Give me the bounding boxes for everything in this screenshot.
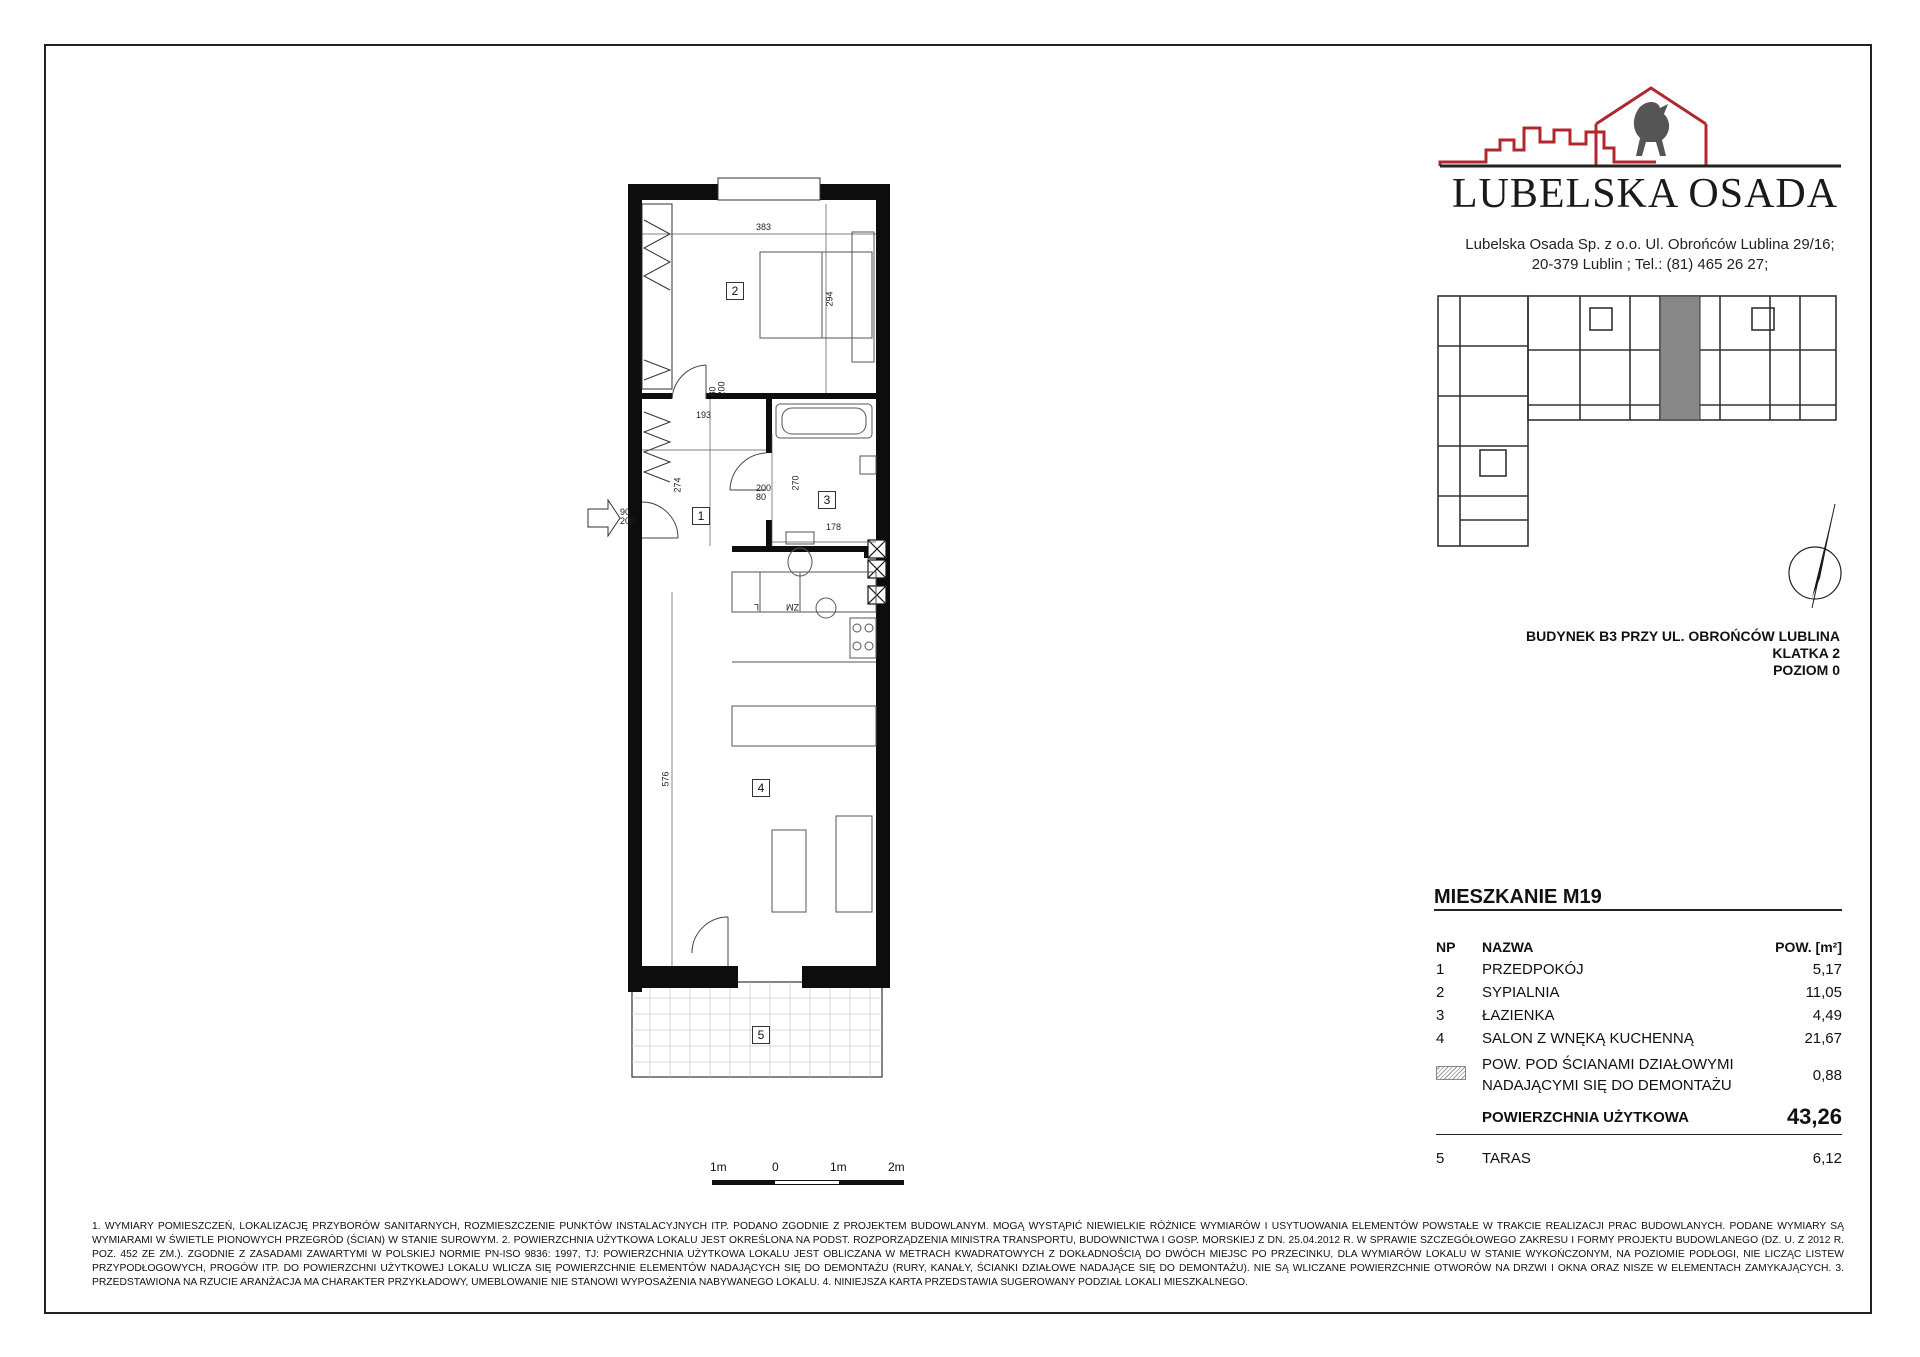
room-area-table (1436, 935, 1842, 1170)
dim-bath-width: 178 (826, 522, 842, 532)
scale-label: 0 (772, 1160, 779, 1174)
kitchen-furniture (732, 572, 876, 912)
hatch-legend (1436, 1050, 1482, 1100)
room-np: 2 (1436, 984, 1445, 1001)
terrace-name: TARAS (1482, 1150, 1531, 1167)
door-swings (642, 365, 766, 966)
dimension-lines (642, 204, 876, 966)
dim-hall-width: 193 (696, 410, 712, 420)
contact-address: Lubelska Osada Sp. z o.o. Ul. Obrońców Lublina 29/16; (1465, 236, 1835, 253)
logo-horse-icon (1634, 102, 1669, 156)
partition-area: 0,88 (1812, 1066, 1842, 1084)
key-plan-apartment-highlight (1660, 296, 1700, 420)
hatch-swatch-icon (1436, 1066, 1466, 1080)
partition-label (1482, 1050, 1762, 1100)
terrace-np: 5 (1436, 1150, 1445, 1167)
partition-label-line1: POW. POD ŚCIANAMI DZIAŁOWYMI (1482, 1056, 1734, 1073)
dim-bedroom-width: 383 (756, 222, 772, 232)
terrace-row (1436, 1147, 1842, 1170)
room-area: 5,17 (1812, 961, 1842, 978)
room-name: PRZEDPOKÓJ (1482, 961, 1584, 978)
room-name: ŁAZIENKA (1482, 1007, 1555, 1024)
table-row (1436, 1027, 1842, 1050)
window-bedroom (718, 178, 820, 200)
apartment-title: MIESZKANIE M19 (1434, 886, 1602, 908)
room-area: 21,67 (1804, 1030, 1842, 1047)
wardrobe-furniture (642, 204, 672, 482)
fixture-label-l: L (754, 602, 760, 612)
scale-label: 1m (710, 1160, 727, 1174)
table-header (1436, 935, 1842, 958)
building-staircase: KLATKA 2 (1772, 645, 1840, 661)
dim-entry-door: 90 200 (620, 507, 636, 526)
partition-label-line2: NADAJĄCYMI SIĘ DO DEMONTAŻU (1482, 1077, 1732, 1094)
dim-bedroom-depth: 294 (824, 291, 835, 307)
room-area: 11,05 (1805, 984, 1842, 1001)
floor-plan (580, 160, 920, 1100)
company-contact (1430, 235, 1870, 275)
scale-label: 2m (888, 1160, 905, 1174)
table-row (1436, 1004, 1842, 1027)
room-np: 4 (1436, 1030, 1445, 1047)
building-level: POZIOM 0 (1773, 662, 1840, 678)
room-tag-terrace: 5 (752, 1026, 770, 1044)
room-tag-living: 4 (752, 779, 770, 797)
brand-name: LUBELSKA OSADA (1451, 171, 1839, 217)
contact-phone: 20-379 Lublin ; Tel.: (81) 465 26 27; (1531, 256, 1769, 273)
scale-segment-dark (840, 1180, 904, 1185)
scale-segment-dark (712, 1180, 774, 1185)
table-row (1436, 958, 1842, 981)
dim-bath-depth: 270 (790, 475, 801, 491)
terrace-area: 6,12 (1812, 1150, 1842, 1167)
dim-door-bath: 200 80 (756, 483, 772, 502)
scale-label: 1m (830, 1160, 847, 1174)
dim-living-depth: 576 (660, 771, 671, 787)
title-divider (1434, 909, 1842, 911)
entrance-arrow-icon (588, 500, 620, 536)
total-row (1436, 1100, 1842, 1135)
room-np: 3 (1436, 1007, 1445, 1024)
building-address: BUDYNEK B3 PRZY UL. OBROŃCÓW LUBLINA (1526, 628, 1840, 644)
scale-bar (712, 1162, 908, 1186)
dim-hall-depth: 274 (672, 477, 683, 493)
dim-door-bedroom: 80 200 (707, 381, 727, 397)
room-np: 1 (1436, 961, 1445, 978)
interior-walls (642, 393, 876, 558)
fixture-label-zm: ZM (786, 602, 799, 612)
building-info (1420, 628, 1840, 679)
partition-row (1436, 1050, 1842, 1100)
header-np: NP (1436, 938, 1456, 955)
total-label: POWIERZCHNIA UŻYTKOWA (1482, 1108, 1689, 1126)
room-area: 4,49 (1812, 1007, 1842, 1024)
spacer-row (1436, 1135, 1842, 1148)
header-name: NAZWA (1482, 938, 1534, 955)
table-row (1436, 981, 1842, 1004)
header-area: POW. [m²] (1775, 938, 1842, 955)
room-name: SALON Z WNĘKĄ KUCHENNĄ (1482, 1030, 1694, 1047)
total-area: 43,26 (1786, 1104, 1842, 1129)
company-logo (1436, 78, 1846, 178)
north-arrow-icon (1780, 498, 1850, 618)
room-name: SYPIALNIA (1482, 984, 1560, 1001)
legal-notes: 1. WYMIARY POMIESZCZEŃ, LOKALIZACJĘ PRZYBORÓW SANITARNYCH, ROZMIESZCZENIE PUNKTÓW INSTALACYJNYCH ITP. PODANO ZGODNIE Z PROJEKTEM BUDOWLANYM. MOGĄ WYSTĄPIĆ NIEWIELKIE RÓŻNICE WYMIARÓW I USYTUOWANIA ELEMENTÓW POWSTAŁE W TRAKCIE REALIZACJI PRAC BUDOWLANYCH. PODANE WYMIARY SĄ WYMIARAMI W ŚWIETLE PIONOWYCH PRZEGRÓD (ŚCIAN) W STANIE SUROWYM. 2. POWIERZCHNIA UŻYTKOWA LOKALU JEST OKREŚLONA NA PODST. ROZPORZĄDZENIA MINISTRA TRANSPORTU, BUDOWNICTWA I GOSP. MORSKIEJ Z DN. 25.04.2012 R. W SPRAWIE SZCZEGÓŁOWEGO ZAKRESU I FORMY PROJEKTU BUDOWLANEGO (DZ. U. Z 2012 R. POZ. 452 ZE ZM.). ZGODNIE Z ZASADAMI ZAWARTYMI W POLSKIEJ NORMIE PN-ISO 9836: 1997, TJ: POWIERZCHNIA UŻYTKOWA LOKALU JEST OBLICZANA W METRACH KWADRATOWYCH Z DOKŁADNOŚCIĄ DO DWÓCH MIEJSC PO PRZECINKU, DLA WYMIARÓW LOKALU W STANIE WYKOŃCZONYM, NA POZIOMIE PODŁOGI, NIE LICZĄC LISTEW PRZYPODŁOGOWYCH, PROGÓW ITP. DO POWIERZCHNI UŻYTKOWEJ LOKALU WLICZA SIĘ POWIERZCHNIE ELEMENTÓW NADAJĄCYCH SIĘ DO DEMONTAŻU (RURY, KANAŁY, ŚCIANKI DZIAŁOWE NADAJĄCE SIĘ DO DEMONTAŻU). NIE SĄ WLICZANE POWIERZCHNIE OTWORÓW NA DRZWI I OKNA ORAZ NISZE W ELEMENTACH ZAMYKAJĄCYCH. 3. PRZEDSTAWIONA NA RZUCIE ARANŻACJA MA CHARAKTER PRZYKŁADOWY, UMEBLOWANIE NIE STANOWI WYPOSAŻENIA NABYWANEGO LOKALU. 4. NINIEJSZA KARTA PRZEDSTAWIA SUGEROWANY PODZIAŁ LOKALI MIESZKALNEGO. (92, 1221, 1844, 1288)
room-tag-bathroom: 3 (818, 491, 836, 509)
room-tag-hall: 1 (692, 507, 710, 525)
room-tag-bedroom: 2 (726, 282, 744, 300)
exterior-walls (628, 184, 890, 984)
scale-segment-light (774, 1180, 840, 1185)
bed-furniture (760, 232, 874, 362)
